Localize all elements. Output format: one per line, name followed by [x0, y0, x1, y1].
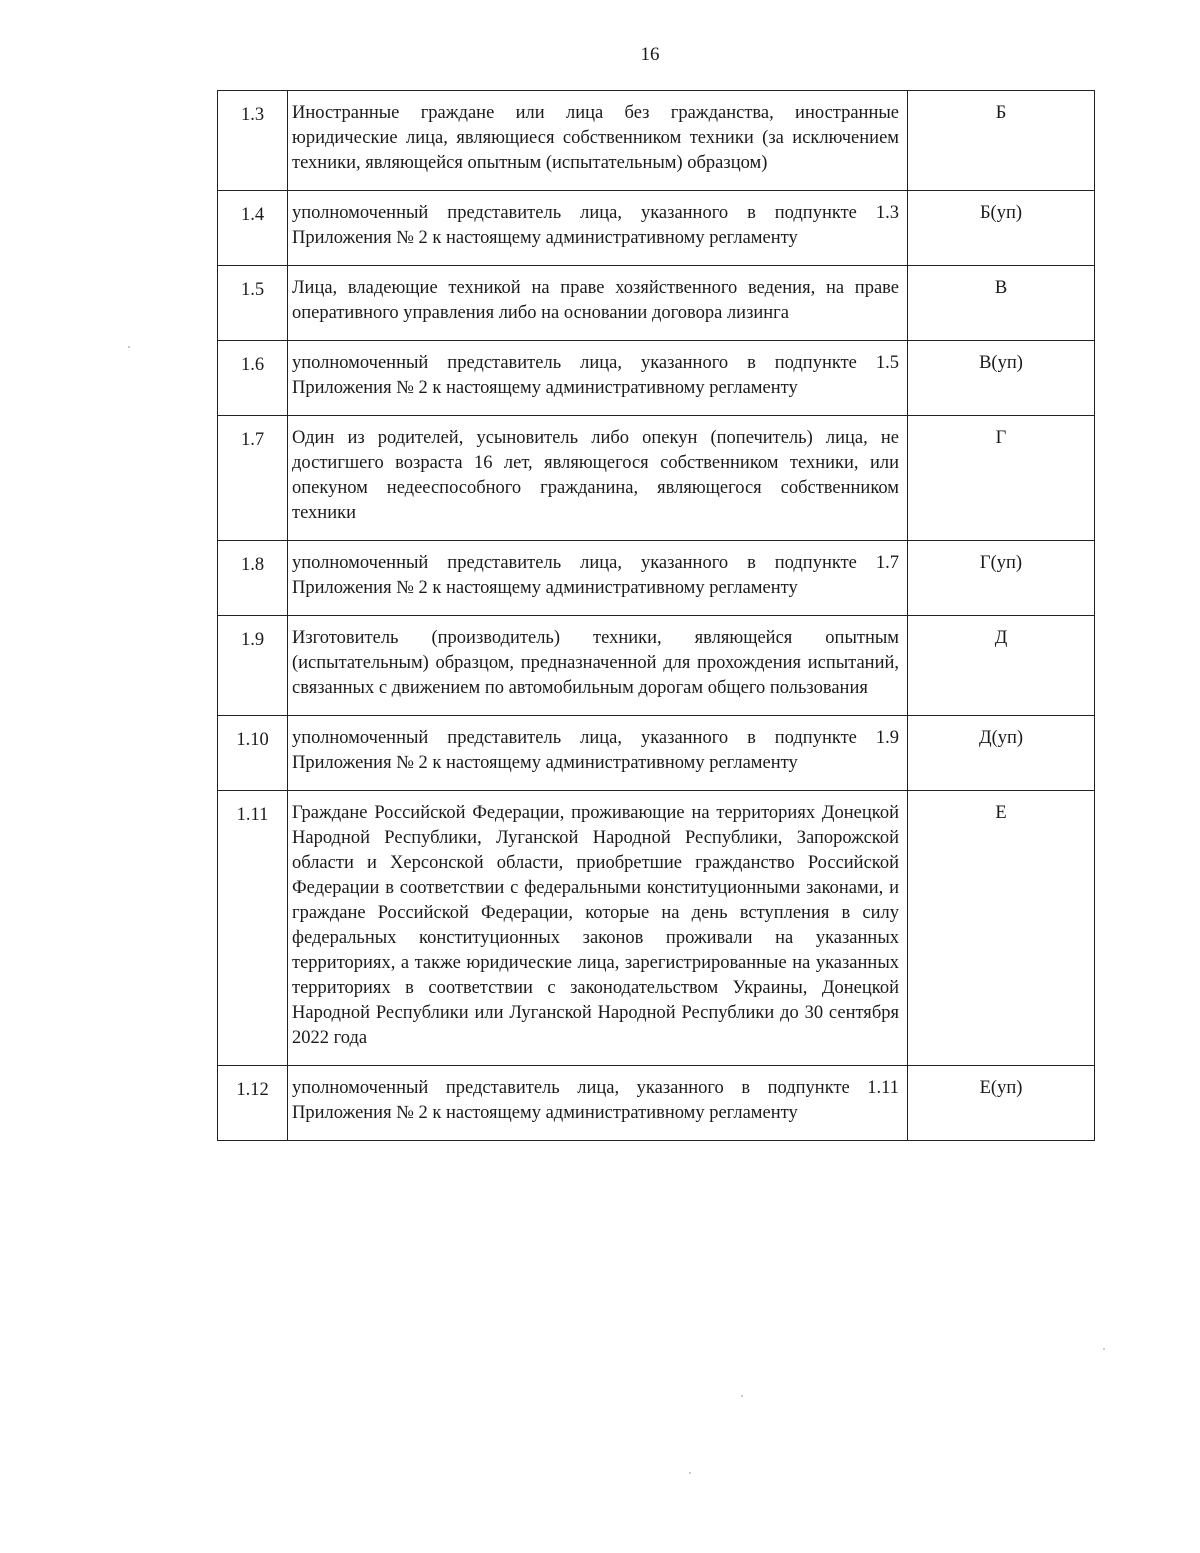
- table-row: [218, 1066, 1095, 1141]
- row-description: Изготовитель (производитель) техники, являющейся опытным (испытательным) образцом, предназначенной для прохождения испытаний, связанных с движением по автомобильным дорогам общего пользования: [288, 616, 908, 716]
- table-row: [218, 541, 1095, 616]
- applicant-categories-table: [217, 90, 1095, 1141]
- row-code: Г(уп): [908, 541, 1095, 616]
- row-number: 1.12: [218, 1066, 288, 1141]
- row-number: 1.10: [218, 716, 288, 791]
- row-code: Д: [908, 616, 1095, 716]
- page-number: 16: [640, 44, 660, 65]
- row-number: 1.7: [218, 416, 288, 541]
- row-code: Д(уп): [908, 716, 1095, 791]
- row-code: Г: [908, 416, 1095, 541]
- row-number: 1.6: [218, 341, 288, 416]
- table-row: [218, 416, 1095, 541]
- table-row: [218, 616, 1095, 716]
- row-code: Е: [908, 791, 1095, 1066]
- row-description: уполномоченный представитель лица, указанного в подпункте 1.9 Приложения № 2 к настоящему административному регламенту: [288, 716, 908, 791]
- table-row: [218, 191, 1095, 266]
- row-description: уполномоченный представитель лица, указанного в подпункте 1.5 Приложения № 2 к настоящему административному регламенту: [288, 341, 908, 416]
- table-row: [218, 266, 1095, 341]
- scan-speck: [741, 1395, 743, 1397]
- row-code: Б(уп): [908, 191, 1095, 266]
- row-code: Б: [908, 91, 1095, 191]
- row-code: В(уп): [908, 341, 1095, 416]
- scan-speck: [1103, 1348, 1105, 1350]
- row-description: Иностранные граждане или лица без гражданства, иностранные юридические лица, являющиеся собственником техники (за исключением техники, являющейся опытным (испытательным) образцом): [288, 91, 908, 191]
- row-description: Лица, владеющие техникой на праве хозяйственного ведения, на праве оперативного управления либо на основании договора лизинга: [288, 266, 908, 341]
- row-description: уполномоченный представитель лица, указанного в подпункте 1.3 Приложения № 2 к настоящему административному регламенту: [288, 191, 908, 266]
- row-number: 1.5: [218, 266, 288, 341]
- row-number: 1.8: [218, 541, 288, 616]
- scan-speck: [689, 1472, 691, 1474]
- table-row: [218, 791, 1095, 1066]
- row-number: 1.3: [218, 91, 288, 191]
- table-row: [218, 716, 1095, 791]
- scan-speck: [128, 346, 130, 348]
- row-description: уполномоченный представитель лица, указанного в подпункте 1.11 Приложения № 2 к настоящему административному регламенту: [288, 1066, 908, 1141]
- row-number: 1.4: [218, 191, 288, 266]
- table-row: [218, 91, 1095, 191]
- row-number: 1.11: [218, 791, 288, 1066]
- row-code: В: [908, 266, 1095, 341]
- row-code: Е(уп): [908, 1066, 1095, 1141]
- table-row: [218, 341, 1095, 416]
- row-description: Граждане Российской Федерации, проживающие на территориях Донецкой Народной Республики, Луганской Народной Республики, Запорожской области и Херсонской области, приобретшие гражданство Российской Федерации в соответствии с федеральными конституционными законами, и граждане Российской Федерации, которые на день вступления в силу федеральных конституционных законов проживали на указанных территориях, а также юридические лица, зарегистрированные на указанных территориях в соответствии с законодательством Украины, Донецкой Народной Республики или Луганской Народной Республики до 30 сентября 2022 года: [288, 791, 908, 1066]
- row-description: уполномоченный представитель лица, указанного в подпункте 1.7 Приложения № 2 к настоящему административному регламенту: [288, 541, 908, 616]
- row-number: 1.9: [218, 616, 288, 716]
- row-description: Один из родителей, усыновитель либо опекун (попечитель) лица, не достигшего возраста 16 лет, являющегося собственником техники, или опекуном недееспособного гражданина, являющегося собственником техники: [288, 416, 908, 541]
